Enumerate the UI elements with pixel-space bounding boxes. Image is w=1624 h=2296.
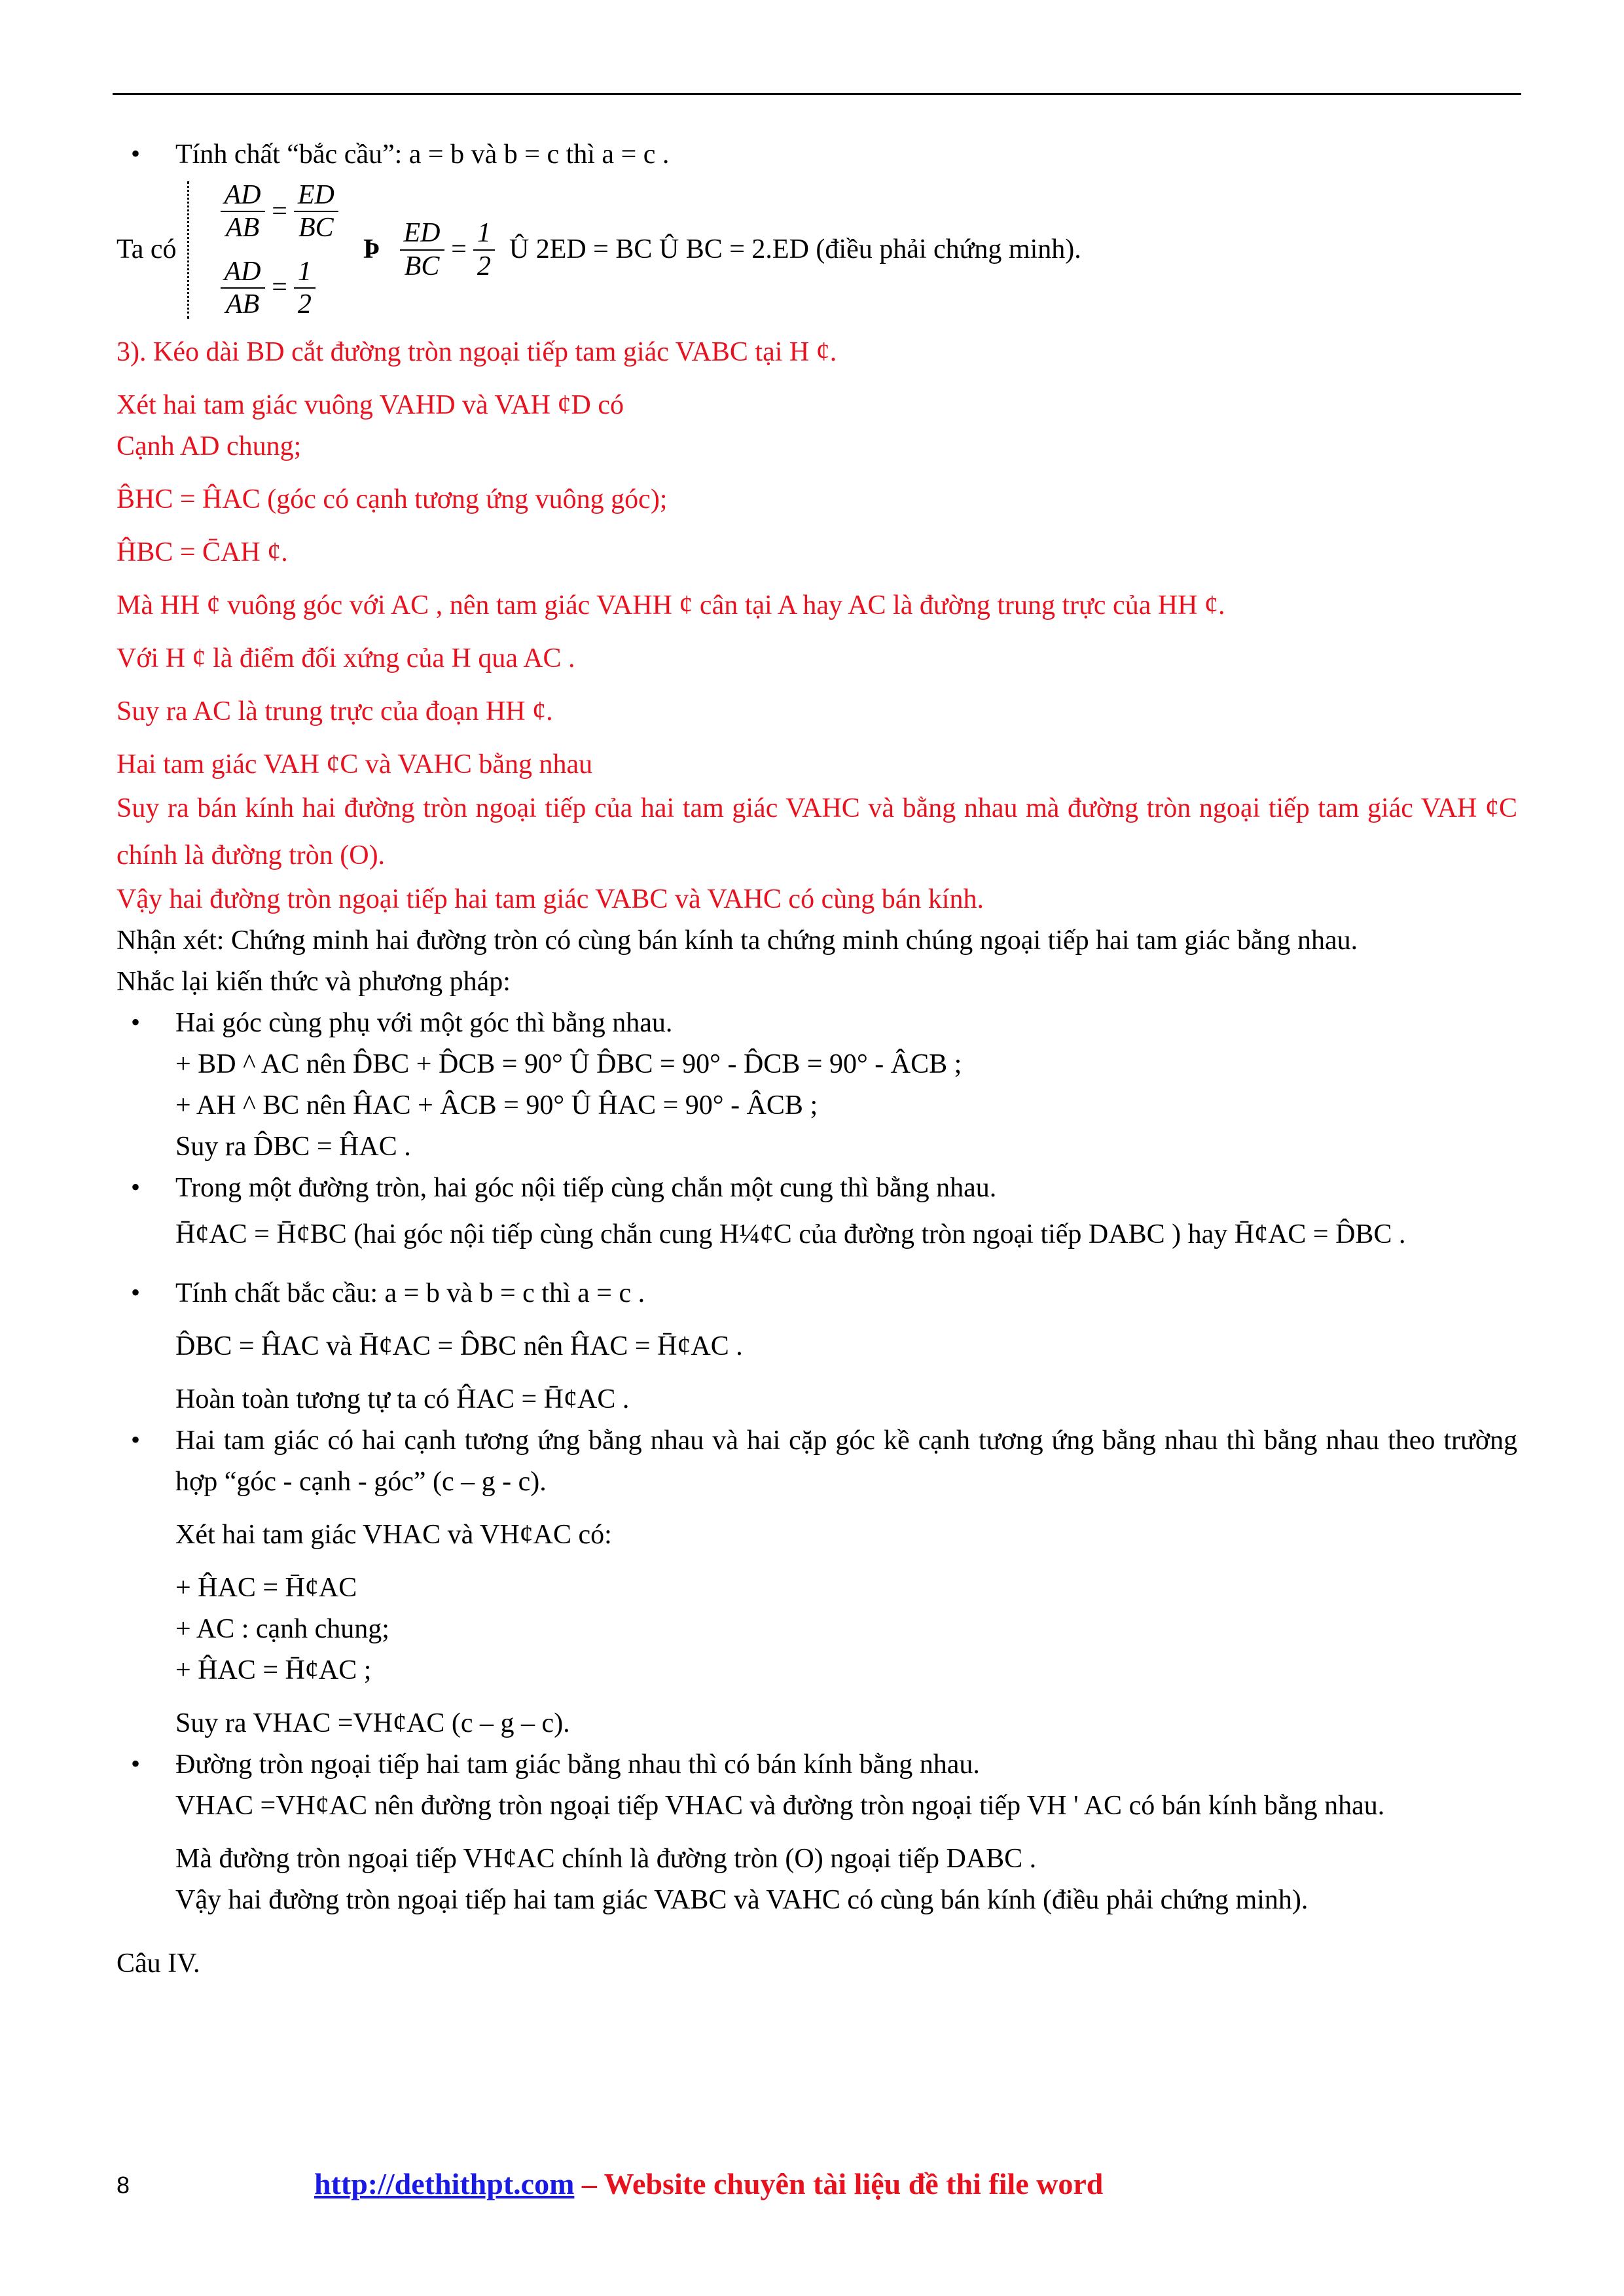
implies-symbol: Þ — [363, 234, 380, 265]
bullet-item: • Hai góc cùng phụ với một góc thì bằng nhau. — [117, 1003, 1517, 1044]
system-brace — [187, 181, 201, 319]
frac-den: 2 — [297, 289, 312, 319]
bullet-subline: + AH ^ BC nên ĤAC + ÂCB = 90° Û ĤAC = 90° - ÂCB ; — [175, 1090, 818, 1121]
bullet-subline: + BD ^ AC nên D̂BC + D̂CB = 90° Û D̂BC = 90° - D̂CB = 90° - ÂCB ; — [175, 1049, 962, 1079]
bullet-bac-cau: • Tính chất “bắc cầu”: a = b và b = c thì a = c . — [117, 134, 1517, 175]
red-line: ĤBC = C̄AH ¢. — [117, 537, 288, 568]
ta-co-label: Ta có — [117, 234, 177, 265]
bullet-item: • Tính chất bắc cầu: a = b và b = c thì a = c . — [117, 1273, 1517, 1314]
page-footer — [0, 2166, 1624, 2219]
frac-num: ED — [294, 179, 338, 212]
red-line: Hai tam giác VAH ¢C và VAHC bằng nhau — [117, 749, 593, 780]
red-line: Mà HH ¢ vuông góc với AC , nên tam giác VAHH ¢ cân tại A hay AC là đường trung trực của HH ¢. — [117, 590, 1225, 621]
header-rule — [113, 93, 1521, 95]
red-line: Cạnh AD chung; — [117, 431, 302, 462]
bullet-subline: D̂BC = ĤAC và H̄¢AC = D̂BC nên ĤAC = H̄¢AC . — [175, 1331, 743, 1361]
bullet-subline: Xét hai tam giác VHAC và VH¢AC có: — [175, 1519, 612, 1550]
frac-den: AB — [225, 213, 260, 243]
red-line: Xét hai tam giác vuông VAHD và VAH ¢D có — [117, 390, 624, 421]
bullet-item: • Trong một đường tròn, hai góc nội tiếp cùng chắn một cung thì bằng nhau. — [117, 1168, 1517, 1209]
system-row-1 — [215, 179, 344, 244]
bullet-subline: + ĤAC = H̄¢AC ; — [175, 1655, 372, 1685]
bullet-subline: Mà đường tròn ngoại tiếp VH¢AC chính là đường tròn (O) ngoại tiếp DABC . — [175, 1843, 1037, 1874]
footer-tagline: – Website chuyên tài liệu đề thi file word — [574, 2167, 1104, 2200]
frac-den: AB — [225, 289, 260, 319]
system-row-2 — [215, 256, 344, 321]
bullet-subline: Suy ra VHAC =VH¢AC (c – g – c). — [175, 1708, 570, 1738]
red-line: Suy ra AC là trung trực của đoạn HH ¢. — [117, 696, 553, 727]
equation-system — [117, 179, 1517, 320]
result-equation — [395, 217, 1081, 282]
bullet-item: • Hai tam giác có hai cạnh tương ứng bằng nhau và hai cặp góc kề cạnh tương ứng bằng nhau thì bằng nhau theo trường hợp “góc - cạnh - góc” (c – g - c). — [117, 1420, 1517, 1503]
equals-sign: = — [270, 196, 289, 226]
bullet-subline: + AC : cạnh chung; — [175, 1613, 389, 1644]
frac-num: 1 — [473, 217, 495, 250]
bullet-subline: Vậy hai đường tròn ngoại tiếp hai tam giác VABC và VAHC có cùng bán kính (điều phải chứng minh). — [175, 1884, 1308, 1915]
frac-num: ED — [400, 217, 444, 250]
red-line: Với H ¢ là điểm đối xứng của H qua AC . — [117, 643, 575, 674]
bullet-item: • Đường tròn ngoại tiếp hai tam giác bằng nhau thì có bán kính bằng nhau. — [117, 1744, 1517, 1785]
recall-heading: Nhắc lại kiến thức và phương pháp: — [117, 966, 511, 997]
document-body — [117, 134, 1517, 1984]
equals-sign: = — [270, 272, 289, 303]
bullet-subline: Hoàn toàn tương tự ta có ĤAC = H̄¢AC . — [175, 1384, 630, 1414]
section-heading-cau-iv: Câu IV. — [117, 1948, 200, 1979]
equals-sign: = — [449, 234, 468, 265]
frac-num: AD — [221, 256, 265, 289]
red-line: Vậy hai đường tròn ngoại tiếp hai tam giác VABC và VAHC có cùng bán kính. — [117, 884, 984, 914]
frac-den: BC — [404, 251, 440, 281]
bullet-subline: Suy ra D̂BC = ĤAC . — [175, 1131, 411, 1162]
frac-den: BC — [298, 213, 334, 243]
red-solution-block — [117, 332, 1517, 920]
system-rows — [215, 179, 344, 320]
page-number: 8 — [117, 2172, 130, 2198]
bullet-subline: VHAC =VH¢AC nên đường tròn ngoại tiếp VHAC và đường tròn ngoại tiếp VH ' AC có bán kính bằng nhau. — [175, 1790, 1385, 1821]
website-link[interactable]: http://dethithpt.com — [314, 2167, 575, 2200]
frac-num: 1 — [294, 256, 316, 289]
bullet-subline: H̄¢AC = H̄¢BC (hai góc nội tiếp cùng chắn cung H¼¢C của đường tròn ngoại tiếp DABC ) hay H̄¢AC = D̂BC . — [175, 1219, 1406, 1249]
result-tail: Û 2ED = BC Û BC = 2.ED (điều phải chứng minh). — [509, 234, 1081, 265]
bullet-subline: + ĤAC = H̄¢AC — [175, 1572, 357, 1603]
red-line: Suy ra bán kính hai đường tròn ngoại tiếp của hai tam giác VAHC và bằng nhau mà đường tròn ngoại tiếp tam giác VAH ¢C chính là đường tròn (O). — [117, 793, 1517, 870]
red-line: 3). Kéo dài BD cắt đường tròn ngoại tiếp tam giác VABC tại H ¢. — [117, 337, 837, 368]
red-line: B̂HC = ĤAC (góc có cạnh tương ứng vuông góc); — [117, 484, 668, 515]
frac-den: 2 — [477, 251, 491, 281]
footer-site — [314, 2166, 1103, 2201]
frac-num: AD — [221, 179, 265, 212]
remark-text: Nhận xét: Chứng minh hai đường tròn có cùng bán kính ta chứng minh chúng ngoại tiếp hai tam giác bằng nhau. — [117, 925, 1358, 956]
